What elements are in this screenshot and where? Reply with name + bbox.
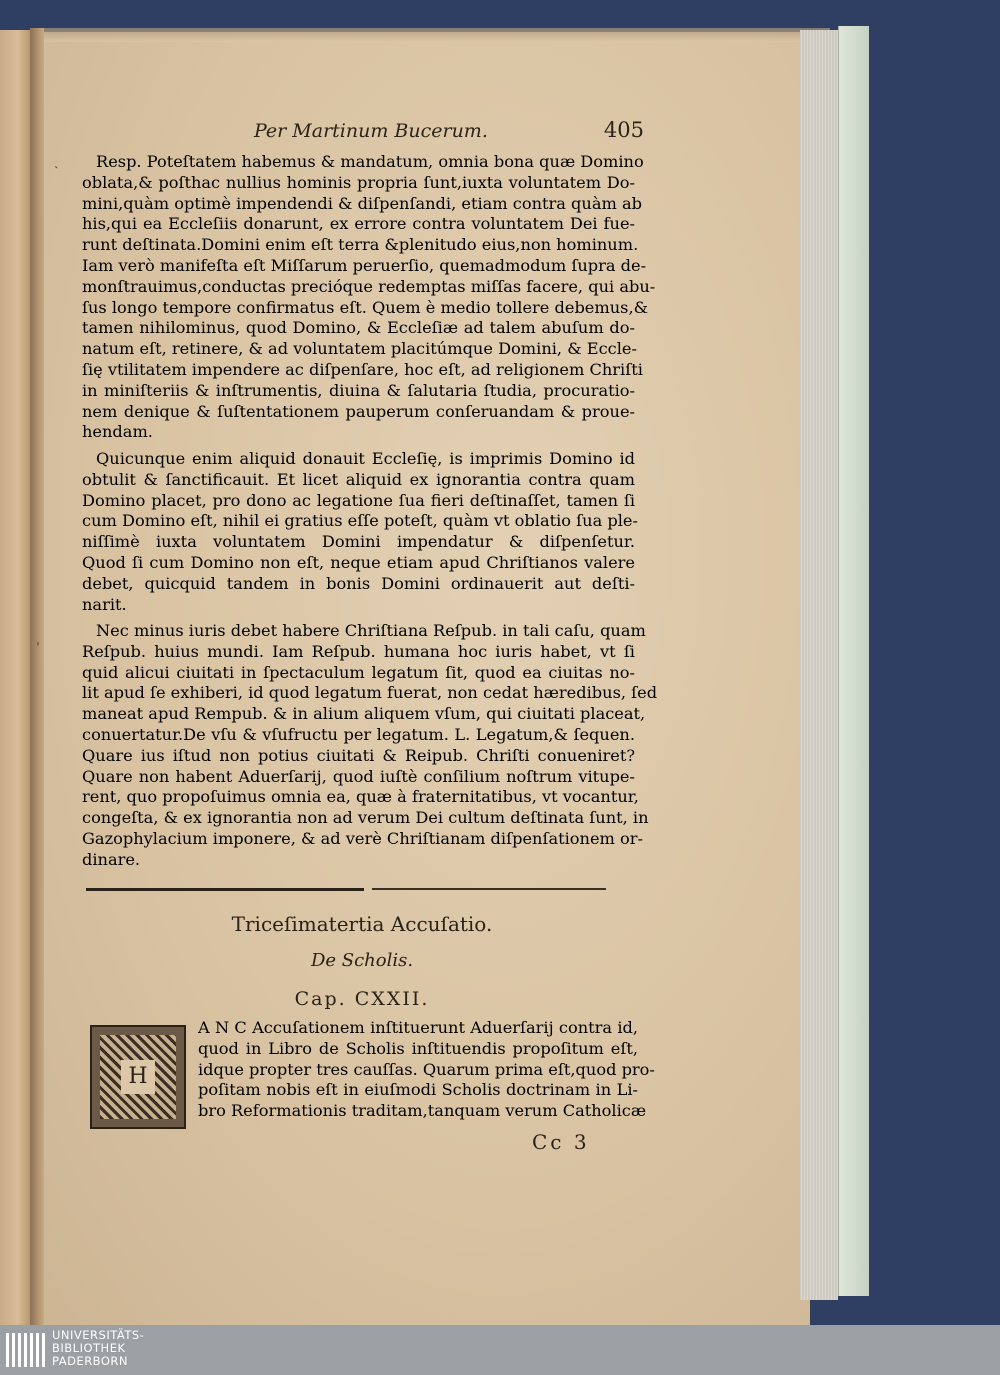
paragraph-2: [82, 449, 638, 615]
text-line: nem denique & ſuſtentationem pauperum conſeruandam & proue-: [82, 401, 635, 421]
library-name-line-3: PADERBORN: [52, 1354, 129, 1368]
text-line: maneat apud Rempub. & in alium aliquem vſum, qui ciuitati placeat,: [82, 704, 646, 724]
text-line: dinare.: [82, 849, 141, 869]
section-title: Triceſimatertia Accuſatio.: [231, 912, 493, 936]
rule-segment-left: [86, 888, 364, 891]
text-line: runt deſtinata.Domini enim eſt terra &plenitudo eius,non hominum.: [82, 235, 639, 255]
text-line: debet, quicquid tandem in bonis Domini ordinauerit aut deſti-: [82, 573, 635, 593]
text-line: congeſta, & ex ignorantia non ad verum Dei cultum deſtinata ſunt, in: [82, 808, 649, 828]
initial-letter: H: [121, 1060, 155, 1094]
text-line: narit.: [82, 594, 127, 614]
text-line: hendam.: [82, 422, 153, 442]
text-line: natum eſt, retinere, & ad voluntatem placitúmque Domini, & Eccle-: [82, 339, 637, 359]
section-rule: [86, 888, 606, 891]
library-name-line-2: BIBLIOTHEK: [52, 1341, 126, 1355]
text-line: oblata,& poſthac nullius hominis propria ſunt,iuxta voluntatem Do-: [82, 172, 635, 192]
text-line: mini,quàm optimè impendendi & diſpenſandi, etiam contra quàm ab: [82, 193, 643, 213]
text-line: Domino placet, pro dono ac legatione ſua fieri deſtinaſſet, tamen ſi: [82, 490, 635, 510]
text-line: in miniſteriis & inſtrumentis, diuina & ſalutaria ſtudia, procuratio-: [82, 380, 635, 400]
text-line: rent, quo propoſuimus omnia ea, quæ à fraternitatibus, vt vocantur,: [82, 787, 639, 807]
paragraph-4: [198, 1018, 655, 1122]
library-name: [52, 1329, 144, 1368]
margin-mark: ˌ: [36, 632, 40, 648]
text-line: A N C Accuſationem inſtituerunt Aduerſarij contra id,: [198, 1018, 638, 1037]
text-line: Nec minus iuris debet habere Chriſtiana Reſpub. in tali caſu, quam: [96, 621, 646, 640]
decorated-initial: [90, 1025, 186, 1129]
text-line: lit apud ſe exhiberi, id quod legatum fuerat, non cedat hæredibus, ſed: [82, 683, 658, 703]
gutter: [30, 28, 44, 1325]
text-line: cum Domino eſt, nihil ei gratius eſſe poteſt, quàm vt oblatio ſua ple-: [82, 511, 638, 531]
text-line: Iam verò manifeſta eſt Miſſarum peruerſio, quemadmodum ſupra de-: [82, 255, 647, 275]
text-line: Quicunque enim aliquid donauit Eccleſię, is imprimis Domino id: [96, 449, 635, 468]
text-line: monſtrauimus,conductas precióque redemptas miſſas facere, qui abu-: [82, 276, 656, 296]
rule-segment-right: [372, 888, 606, 890]
signature-mark: Cc 3: [532, 1130, 590, 1154]
library-logo-icon: [6, 1333, 46, 1367]
text-line: obtulit & ſanctificauit. Et licet aliquid ex ignorantia contra quam: [82, 469, 635, 489]
text-line: quid alicui ciuitati in ſpectaculum legatum ſit, quod ea ciuitas no-: [82, 662, 635, 682]
paragraph-1: [82, 152, 656, 443]
text-line: conuertatur.De vſu & vſufructu per legatum. L. Legatum,& ſequen.: [82, 724, 635, 744]
chapter-heading: Cap. CXXII.: [294, 988, 430, 1010]
text-line: Reſpub. huius mundi. Iam Reſpub. humana hoc iuris habet, vt ſi: [82, 641, 635, 661]
cover-edge: [838, 26, 869, 1296]
text-line: Quare ius iſtud non potius ciuitati & Reipub. Chriſti conueniret?: [82, 745, 635, 765]
text-line: Resp. Poteſtatem habemus & mandatum, omnia bona quæ Domino: [96, 152, 644, 171]
text-line: quod in Libro de Scholis inſtituendis propoſitum eſt,: [198, 1038, 638, 1058]
text-line: Quare non habent Aduerſarij, quod iuſtè conſilium noſtrum vitupe-: [82, 766, 635, 786]
text-line: ſię vtilitatem impendere ac diſpenſare, hoc eſt, ad religionem Chriſti: [82, 359, 643, 379]
running-head: [254, 120, 644, 150]
library-name-line-1: UNIVERSITÄTS-: [52, 1328, 145, 1342]
text-line: Gazophylacium imponere, & ad verè Chriſtianam diſpenſationem or-: [82, 828, 643, 848]
running-title: Per Martinum Bucerum.: [254, 120, 488, 142]
text-line: tamen nihilominus, quod Domino, & Eccleſiæ ad talem abuſum do-: [82, 318, 635, 338]
top-shadow: [40, 28, 830, 42]
text-line: poſitam nobis eſt in eiuſmodi Scholis doctrinam in Li-: [198, 1080, 638, 1100]
text-line: bro Reformationis traditam,tanquam verum Catholicæ: [198, 1101, 647, 1121]
margin-mark: ˴: [54, 158, 59, 174]
paragraph-3: [82, 621, 658, 871]
text-line: niſſimè iuxta voluntatem Domini impendatur & diſpenſetur.: [82, 532, 635, 552]
left-page-edge: [0, 30, 30, 1325]
text-line: his,qui ea Eccleſiis donarunt, ex errore contra voluntatem Dei fue-: [82, 214, 635, 234]
text-line: ſus longo tempore confirmatus eſt. Quem è medio tollere debemus,&: [82, 297, 649, 317]
library-footer: [0, 1325, 1000, 1375]
section-subtitle: De Scholis.: [310, 950, 414, 971]
fore-edge: [800, 30, 838, 1300]
text-line: idque propter tres cauſſas. Quarum prima eſt,quod pro-: [198, 1059, 655, 1079]
page-number: 405: [603, 118, 644, 142]
text-line: Quod ſi cum Domino non eſt, neque etiam apud Chriſtianos valere: [82, 552, 635, 572]
